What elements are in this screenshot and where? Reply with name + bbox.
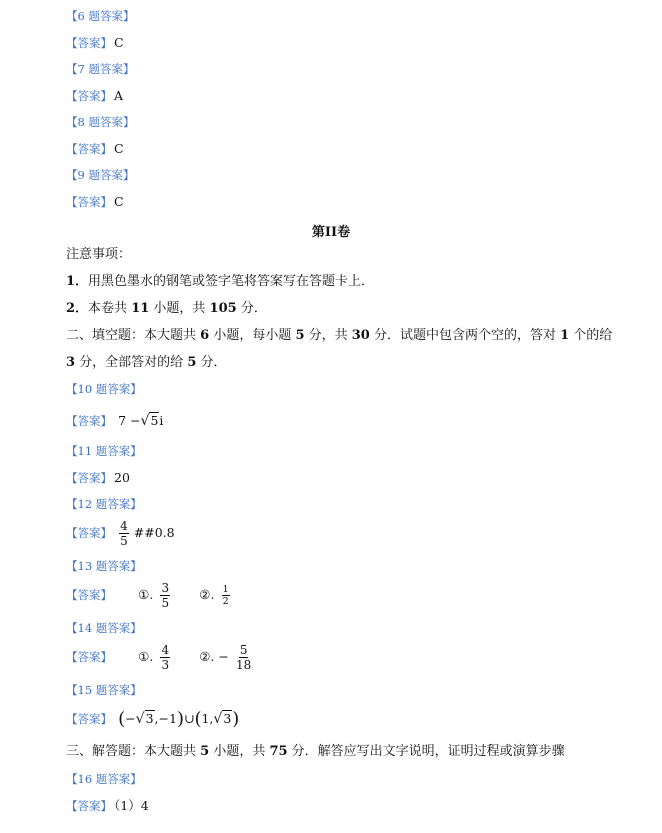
sqrt-icon: √ [135, 711, 145, 727]
text: 分．试题中包含两个空的，答对 [369, 328, 561, 343]
answer-label: 【答案】 [66, 36, 112, 50]
notice-heading: 注意事项： [66, 247, 132, 262]
blank-1-marker: ①. [138, 587, 154, 602]
notice-number: 2． [66, 301, 89, 316]
fraction [236, 644, 251, 671]
answer-label: 【答案】 [66, 414, 112, 428]
denominator: 5 [120, 534, 128, 548]
blank-2-marker: ②. − [199, 649, 229, 664]
paren: ( [194, 708, 202, 730]
numerator: 4 [120, 519, 128, 533]
blank-1-marker: ①. [138, 649, 154, 664]
fraction [160, 582, 170, 609]
answer-label: 【答案】 [66, 799, 112, 813]
denominator: 3 [161, 658, 170, 672]
answer-value [118, 708, 240, 730]
numerator: 3 [161, 581, 170, 595]
num: 5 [200, 744, 210, 759]
expr-part: 7 − [118, 413, 141, 428]
expr-part: ,−1 [154, 711, 177, 726]
text: 分． [196, 355, 227, 370]
answer-row-12 [66, 520, 175, 547]
numerator: 1 [222, 583, 229, 595]
union-symbol: ∪ [183, 711, 195, 726]
radicand: 3 [145, 711, 154, 726]
radicand: 5 [150, 413, 159, 428]
answer-value: C [114, 35, 124, 50]
answer-tag-12: 【12 题答案】 [66, 497, 142, 511]
fraction [160, 644, 170, 671]
answer-tag-8: 【8 题答案】 [66, 115, 135, 129]
text: 分，全部答对的给 [75, 355, 188, 370]
answer-row-15 [66, 710, 239, 728]
answer-row-13 [66, 582, 233, 609]
radicand: 3 [223, 711, 232, 726]
answer-tag-11: 【11 题答案】 [66, 444, 142, 458]
text: 分．解答应写出文字说明，证明过程或演算步骤 [287, 744, 565, 759]
answer-tag-16: 【16 题答案】 [66, 772, 142, 786]
fill-in-instructions-line-1 [66, 328, 612, 344]
answer-label: 【答案】 [66, 712, 112, 726]
fill-in-instructions-line-2 [66, 355, 227, 371]
num: 3 [66, 355, 76, 370]
answer-tag-7: 【7 题答案】 [66, 62, 135, 76]
num: 1 [560, 328, 570, 343]
expr-part: i [159, 413, 164, 428]
text: 三、解答题：本大题共 [66, 744, 201, 759]
answer-label: 【答案】 [66, 89, 112, 103]
answer-row-7 [66, 88, 123, 105]
denominator: 2 [222, 596, 229, 607]
answer-row-14 [66, 644, 254, 671]
blank-2-marker: ②. [199, 587, 215, 602]
answer-row-6 [66, 35, 124, 52]
answer-tag-9: 【9 题答案】 [66, 168, 135, 182]
answer-value: C [114, 194, 124, 209]
num: 75 [269, 744, 288, 759]
answer-row-10 [66, 412, 163, 430]
num: 5 [295, 328, 305, 343]
notice-text: 小题，共 [149, 301, 210, 316]
answer-tag-14: 【14 题答案】 [66, 621, 142, 635]
paren: ) [232, 708, 240, 730]
denominator: 18 [236, 658, 252, 672]
text: 小题，每小题 [209, 328, 296, 343]
sqrt-icon: √ [140, 413, 150, 429]
text: 分，共 [304, 328, 352, 343]
expr-part: − [125, 711, 136, 726]
answer-label: 【答案】 [66, 195, 112, 209]
answer-tag-6: 【6 题答案】 [66, 9, 135, 23]
answer-label: 【答案】 [66, 526, 112, 540]
notice-number: 1． [66, 274, 89, 289]
section-title: 第II卷 [311, 225, 351, 240]
answer-row-8 [66, 141, 124, 158]
answer-label: 【答案】 [66, 650, 112, 664]
answer-row-16 [66, 798, 149, 815]
text: 小题，共 [209, 744, 270, 759]
answer-value: ##0.8 [133, 525, 175, 540]
fraction [222, 585, 230, 607]
solution-section-heading [66, 744, 565, 760]
notice-item-2 [66, 301, 267, 317]
text: 二、填空题：本大题共 [66, 328, 201, 343]
answer-value: 20 [114, 470, 130, 485]
fraction [119, 520, 129, 547]
notice-text: 分． [236, 301, 267, 316]
answer-value: （1）4 [114, 798, 149, 813]
paren: ( [118, 708, 126, 730]
notice-count: 11 [131, 301, 150, 316]
answer-label: 【答案】 [66, 142, 112, 156]
notice-item-1 [66, 274, 374, 290]
answer-value: A [114, 88, 124, 103]
notice-text: 本卷共 [88, 301, 132, 316]
answer-value [118, 413, 163, 428]
expr-part: 1, [201, 711, 214, 726]
num: 30 [351, 328, 370, 343]
numerator: 5 [239, 643, 248, 657]
answer-label: 【答案】 [66, 471, 112, 485]
answer-value: C [114, 141, 124, 156]
answer-tag-10: 【10 题答案】 [66, 382, 142, 396]
notice-score: 105 [209, 301, 237, 316]
answer-row-11 [66, 470, 130, 487]
num: 6 [200, 328, 210, 343]
answer-label: 【答案】 [66, 588, 112, 602]
sqrt-icon: √ [213, 711, 223, 727]
answer-tag-13: 【13 题答案】 [66, 559, 142, 573]
notice-text: 用黑色墨水的钢笔或签字笔将答案写在答题卡上． [88, 274, 375, 289]
paren: ) [176, 708, 184, 730]
denominator: 5 [161, 596, 170, 610]
num: 5 [187, 355, 197, 370]
answer-row-9 [66, 194, 124, 211]
numerator: 4 [161, 643, 170, 657]
answer-tag-15: 【15 题答案】 [66, 683, 142, 697]
text: 个的给 [569, 328, 613, 343]
